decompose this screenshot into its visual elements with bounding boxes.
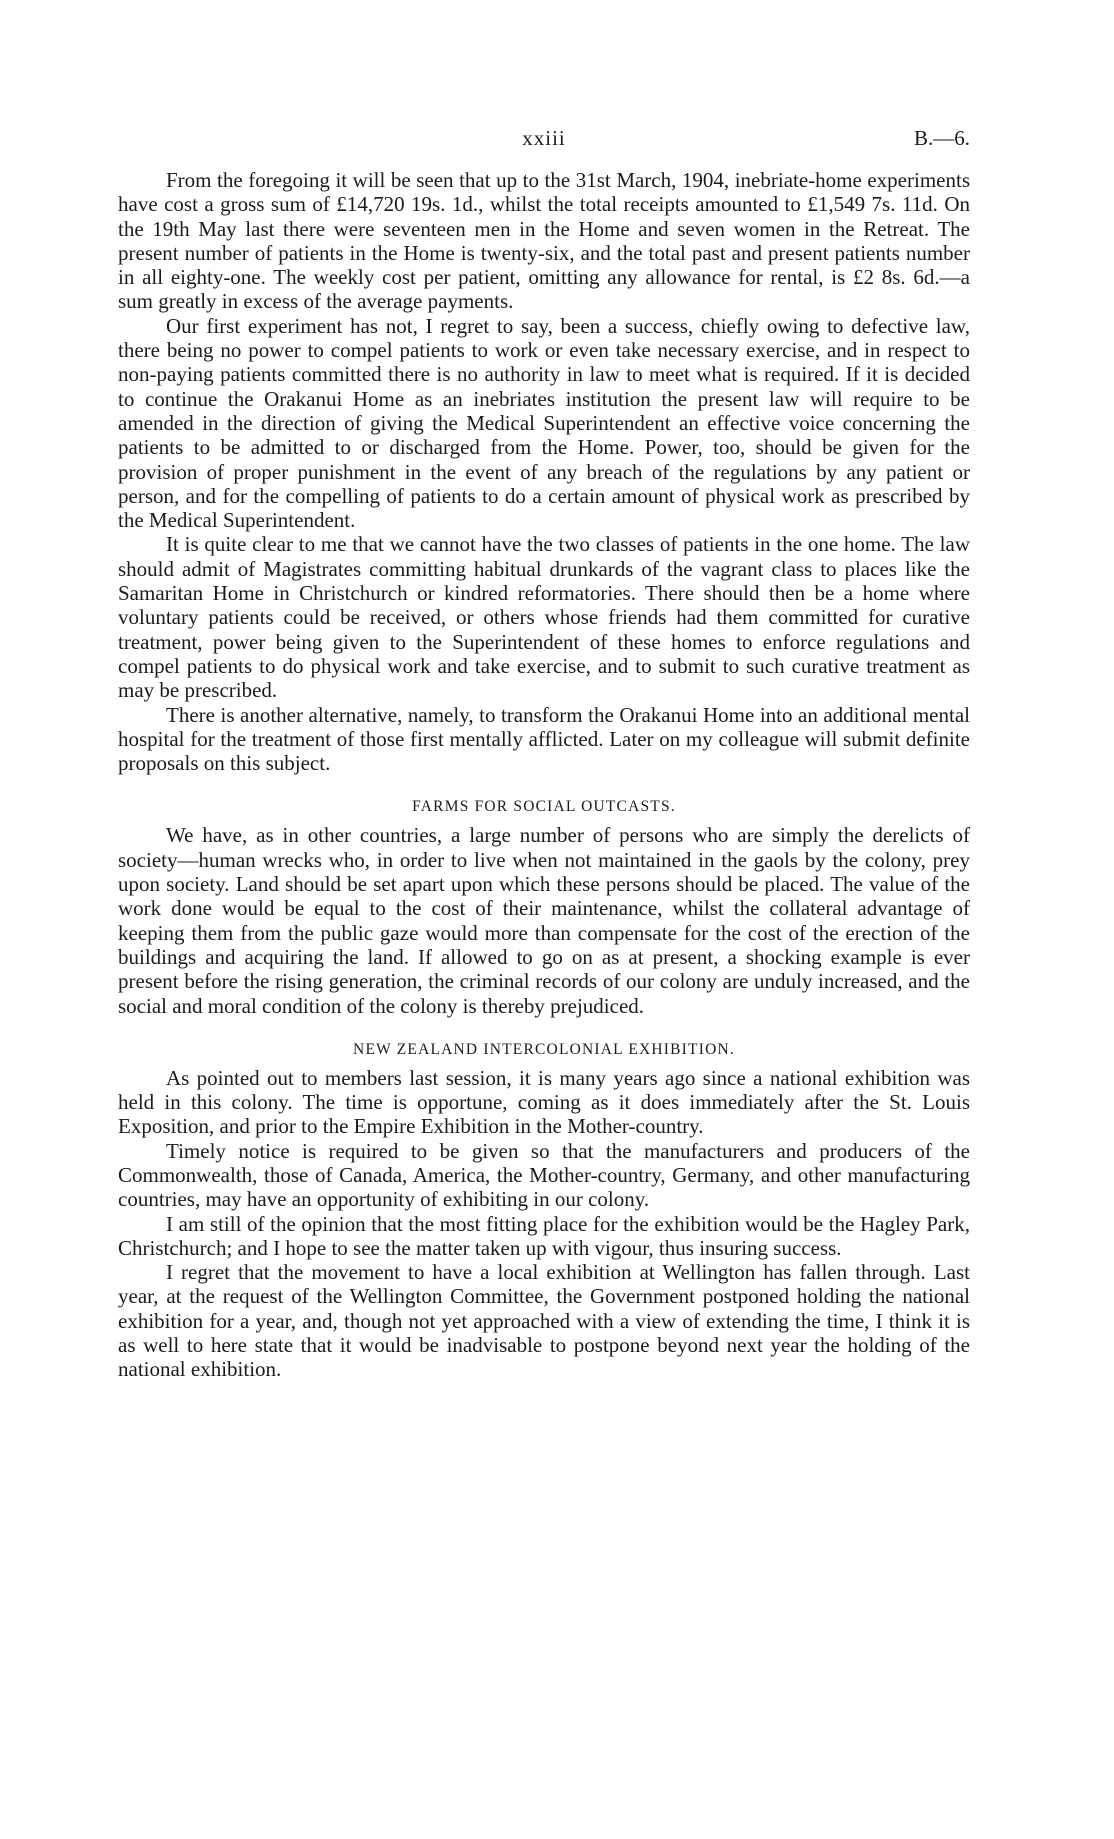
paragraph: Timely notice is required to be given so that the manufacturers and producers of the Commonwealth, those of Canada, America, the Mother-country, Germany, and other manufacturing countries, may have an opportunity of exhibiting in our colony. xyxy=(118,1138,970,1212)
section-heading: NEW ZEALAND INTERCOLONIAL EXHIBITION. xyxy=(353,1040,735,1058)
paragraph: From the foregoing it will be seen that up to the 31st March, 1904, inebriate-home experiments have cost a gross sum of £14,720 19s. 1d., whilst the total receipts amounted to £1,549 7s. 11d. On the 19th May last there were seventeen men in the Home and seven women in the Retreat. The present number of patients in the Home is twenty-six, and the total past and present patients number in all eighty-one. The weekly cost per patient, omitting any allowance for rental, is £2 8s. 6d.—a sum greatly in excess of the average payments. xyxy=(118,168,970,314)
page-number: xxiii xyxy=(522,126,566,150)
paragraph: Our first experiment has not, I regret to say, been a success, chiefly owing to defective law, there being no power to compel patients to work or even take necessary exercise, and in respect to non-paying patients committed there is no authority in law to meet what is required. If it is decided to continue the Orakanui Home as an inebriates institution the present law will require to be amended in the direction of giving the Medical Superintendent an effective voice concerning the patients to be admitted to or discharged from the Home. Power, too, should be given for the provision of proper punishment in the event of any breach of the regulations by any patient or person, and for the compelling of patients to do a certain amount of physical work as prescribed by the Medical Superintendent. xyxy=(118,313,970,533)
paragraph: I regret that the movement to have a local exhibition at Wellington has fallen through. Last year, at the request of the Wellington Committee, the Government postponed holding the national exhibition for a year, and, though not yet approached with a view of extending the time, I think it is as well to here state that it would be inadvisable to postpone beyond next year the holding of the national exhibition. xyxy=(118,1260,970,1382)
page-reference: B.—6. xyxy=(913,126,970,150)
paragraph: As pointed out to members last session, it is many years ago since a national exhibition was held in this colony. The time is opportune, coming as it does immediately after the St. Louis Exposition, and prior to the Empire Exhibition in the Mother-country. xyxy=(118,1065,970,1139)
paragraph: It is quite clear to me that we cannot have the two classes of patients in the one home. The law should admit of Magistrates committing habitual drunkards of the vagrant class to places like the Samaritan Home in Christchurch or kindred reformatories. There should then be a home where voluntary patients could be received, or others whose friends had them committed for curative treatment, power being given to the Superintendent of these homes to enforce regulations and compel patients to do physical work and take exercise, and to submit to such curative treatment as may be prescribed. xyxy=(118,532,970,703)
section-heading: FARMS FOR SOCIAL OUTCASTS. xyxy=(412,798,676,816)
body-text xyxy=(118,168,970,1382)
paragraph: I am still of the opinion that the most fitting place for the exhibition would be the Hagley Park, Christchurch; and I hope to see the matter taken up with vigour, thus insuring success. xyxy=(118,1211,970,1260)
page-header xyxy=(118,118,970,150)
document-page xyxy=(118,118,970,1382)
paragraph: There is another alternative, namely, to transform the Orakanui Home into an additional mental hospital for the treatment of those first mentally afflicted. Later on my colleague will submit definite proposals on this subject. xyxy=(118,702,970,776)
paragraph: We have, as in other countries, a large number of persons who are simply the derelicts of society—human wrecks who, in order to live when not maintained in the gaols by the colony, prey upon society. Land should be set apart upon which these persons should be placed. The value of the work done would be equal to the cost of their maintenance, whilst the collateral advantage of keeping them from the public gaze would more than compensate for the cost of the erection of the buildings and acquiring the land. If allowed to go on as at present, a shocking example is ever present before the rising generation, the criminal records of our colony are unduly increased, and the social and moral condition of the colony is thereby prejudiced. xyxy=(118,823,970,1018)
